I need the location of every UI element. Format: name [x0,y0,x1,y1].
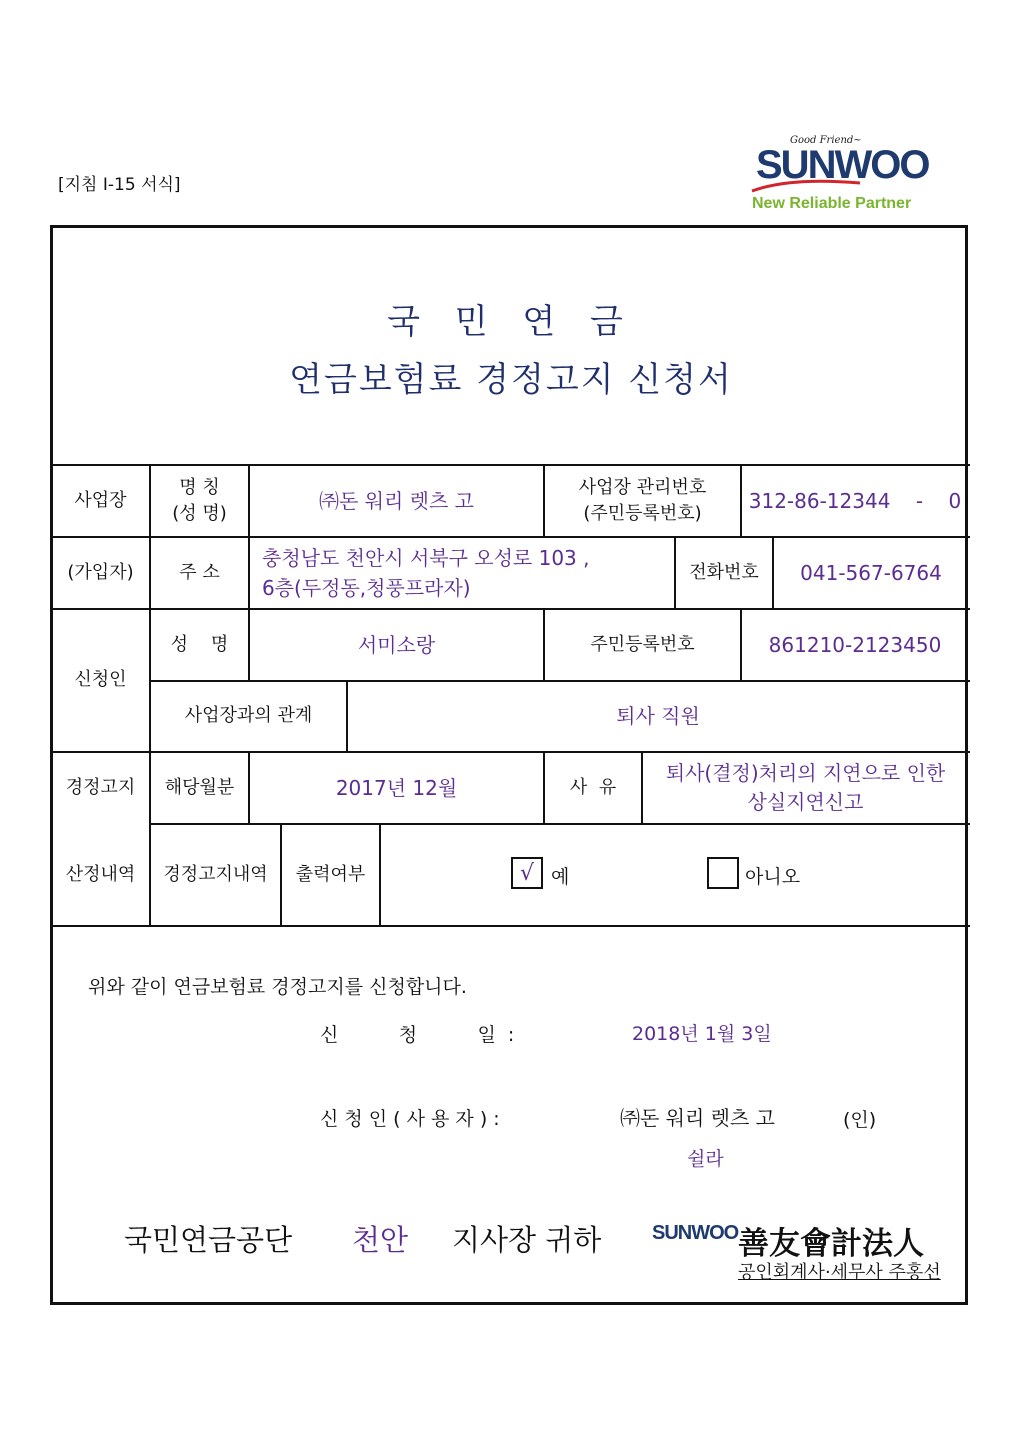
logo-swoosh-icon [750,179,870,193]
name-label-sub: (성 명) [172,503,227,524]
seal-mark: (인) [843,1109,877,1131]
mgmt-no-label [545,466,740,536]
workplace-name-value: ㈜돈 워리 렛츠 고 [319,488,474,513]
yes-checkbox[interactable]: √ [511,857,543,889]
date-value: 2018년 1월 3일 [632,1023,772,1045]
reason-line1: 퇴사(결정)처리의 지연으로 인한 [665,761,946,785]
stamp-firm-name: 善友會計法人 [738,1226,924,1262]
phone-value: 041-567-6764 [800,560,942,585]
logo-tagline: New Reliable Partner [752,195,912,212]
month-value: 2017년 12월 [335,775,458,800]
applicant-signature-value: ㈜돈 워리 렛츠 고 [620,1106,775,1130]
applicant-name-label: 성 명 [170,633,229,655]
firm-stamp [652,1218,957,1288]
applicant-signature-label: 신 청 인 ( 사 용 자 ) : [320,1108,500,1130]
address-line2: 6층(두정동,청풍프라자) [262,576,471,600]
declaration-text: 위와 같이 연금보험료 경정고지를 신청합니다. [88,976,467,998]
grid-line [379,823,381,925]
logo-wordmark: SUNWOO [756,143,929,187]
workplace-group-label: 사업장 [74,489,127,511]
relation-label: 사업장과의 관계 [184,705,313,727]
branch-name: 천안 [352,1223,409,1257]
month-label: 해당월분 [164,776,235,798]
stamp-subtitle: 공인회계사·세무사 주홍선 [738,1262,941,1283]
print-label: 출력여부 [295,863,366,885]
mgmt-no-label-sub: (주민등록번호) [583,503,702,524]
agency-name: 국민연금공단 [124,1223,293,1257]
stamp-logo: SUNWOO [652,1222,739,1244]
addressee-suffix: 지사장 귀하 [452,1223,602,1257]
applicant-rrn-value: 861210-2123450 [768,632,942,657]
grid-line [52,925,970,927]
title-line1: 국 민 연 금 [387,302,635,342]
reason-value [643,753,968,823]
address-line1: 충청남도 천안시 서북구 오성로 103 , [262,546,590,570]
address-label: 주 소 [179,561,220,583]
title-line2: 연금보험료 경정고지 신청서 [289,360,733,400]
form-code: [지침 Ⅰ-15 서식] [58,175,181,195]
correction-group-label: 경정고지 [65,776,136,798]
no-label: 아니오 [745,866,801,888]
name-label [151,466,248,536]
calc-group-label: 산정내역 [65,863,136,885]
reason-line2: 상실지연신고 [747,790,864,814]
relation-value: 퇴사 직원 [616,704,700,728]
detail-label: 경정고지내역 [163,863,268,885]
phone-label: 전화번호 [689,561,759,583]
date-label: 신 청 일 : [320,1024,515,1046]
reason-label: 사 유 [569,776,617,798]
applicant-name-value: 서미소랑 [357,632,436,657]
mgmt-no-value: 312-86-12344 - 0 [748,488,962,513]
logo-good-friend: Good Friend~ [790,135,862,146]
address-value [262,538,674,608]
member-group-label: (가입자) [67,561,134,583]
yes-label: 예 [551,866,570,888]
sunwoo-logo [750,135,965,217]
mgmt-no-label-main: 사업장 관리번호 [578,476,707,498]
applicant-person: 쉴라 [687,1148,724,1170]
name-label-main: 명 칭 [179,476,220,498]
applicant-rrn-label: 주민등록번호 [590,633,695,655]
no-checkbox[interactable] [707,857,739,889]
applicant-group-label: 신청인 [74,669,127,691]
